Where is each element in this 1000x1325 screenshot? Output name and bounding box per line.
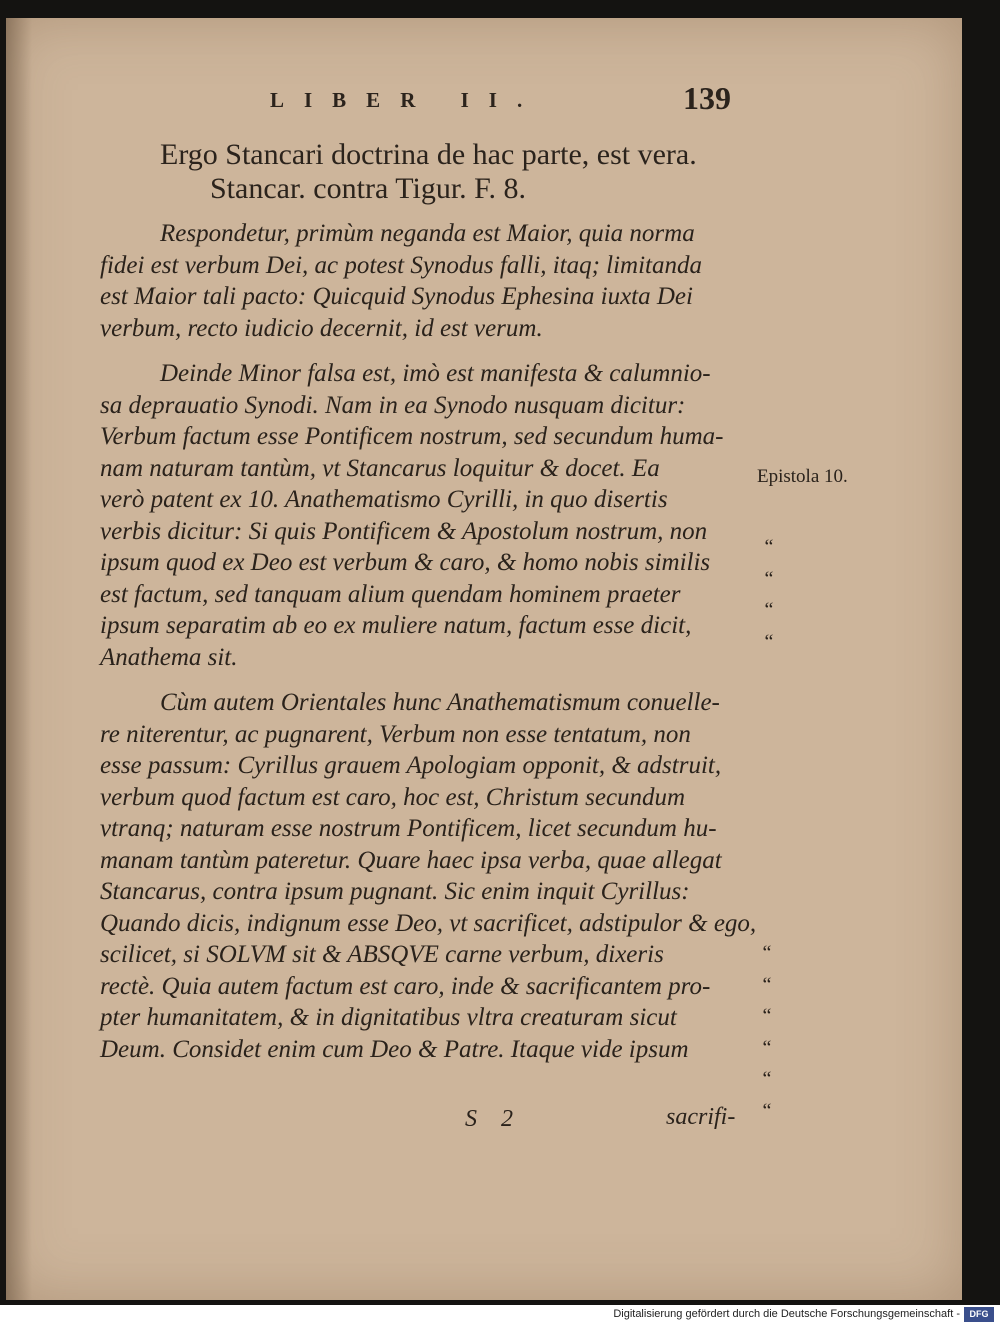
funding-credit: Digitalisierung gefördert durch die Deutsche Forschungsgemeinschaft - bbox=[613, 1308, 960, 1320]
text-line: Deum. Considet enim cum Deo & Patre. Itaque vide ipsum bbox=[100, 1035, 689, 1063]
conclusion-line: Ergo Stancari doctrina de hac parte, est vera. bbox=[160, 138, 697, 171]
text-line: verbum quod factum est caro, hoc est, Christum secundum bbox=[100, 783, 686, 811]
running-head: LIBER II. bbox=[270, 88, 543, 112]
quote-mark: “ bbox=[762, 1005, 772, 1027]
text-line: sa deprauatio Synodi. Nam in ea Synodo nusquam dicitur: bbox=[100, 391, 686, 419]
quotation-marks-column-2 bbox=[752, 938, 782, 1127]
text-line: ipsum quod ex Deo est verbum & caro, & homo nobis similis bbox=[100, 549, 711, 576]
text-line: Respondetur, primùm neganda est Maior, quia norma bbox=[160, 220, 695, 247]
signature-mark: S 2 bbox=[465, 1106, 513, 1132]
quote-mark: “ bbox=[762, 942, 772, 964]
text-line: Deinde Minor falsa est, imò est manifesta & calumnio- bbox=[160, 360, 711, 387]
text-line: nam naturam tantùm, vt Stancarus loquitur & docet. Ea bbox=[100, 454, 660, 482]
text-line: fidei est verbum Dei, ac potest Synodus falli, itaq; limitanda bbox=[100, 251, 703, 279]
paragraph-2 bbox=[100, 358, 760, 673]
text-line: pter humanitatem, & in dignitatibus vltra creaturam sicut bbox=[100, 1004, 677, 1031]
text-line: esse passum: Cyrillus grauem Apologiam opponit, & adstruit, bbox=[100, 752, 722, 779]
quote-mark: “ bbox=[764, 567, 774, 590]
text-line: verò patent ex 10. Anathematismo Cyrilli, in quo disertis bbox=[100, 486, 668, 513]
text-line: est factum, sed tanquam alium quendam hominem praeter bbox=[100, 580, 681, 608]
paragraph-3 bbox=[100, 687, 760, 1065]
text-line: ipsum separatim ab eo ex muliere natum, factum esse dicit, bbox=[100, 612, 692, 639]
text-line: Anathema sit. bbox=[100, 643, 238, 671]
margin-note: Epistola 10. bbox=[757, 466, 848, 487]
quote-mark: “ bbox=[762, 1036, 772, 1059]
page-gutter-shadow bbox=[6, 18, 32, 1300]
text-line: est Maior tali pacto: Quicquid Synodus Ephesina iuxta Dei bbox=[100, 283, 693, 310]
page-number: 139 bbox=[683, 80, 731, 116]
text-line: re niterentur, ac pugnarent, Verbum non esse tentatum, non bbox=[100, 720, 691, 748]
text-line: rectè. Quia autem factum est caro, inde & sacrificantem pro- bbox=[100, 972, 711, 1000]
quote-mark: “ bbox=[762, 1099, 772, 1122]
text-line: Cùm autem Orientales hunc Anathematismum conuelle- bbox=[160, 689, 720, 716]
text-line: verbum, recto iudicio decernit, id est verum. bbox=[100, 314, 543, 342]
conclusion-reference: Stancar. contra Tigur. F. 8. bbox=[210, 172, 526, 205]
body-text bbox=[100, 218, 760, 1065]
text-line: Stancarus, contra ipsum pugnant. Sic enim inquit Cyrillus: bbox=[100, 878, 690, 905]
text-line: Quando dicis, indignum esse Deo, vt sacrificet, adstipulor & ego, bbox=[100, 909, 757, 937]
conclusion-heading bbox=[160, 138, 697, 206]
dfg-logo: DFG bbox=[964, 1307, 994, 1322]
quote-mark: “ bbox=[762, 973, 772, 996]
text-line: verbis dicitur: Si quis Pontificem & Apostolum nostrum, non bbox=[100, 517, 708, 545]
quote-mark: “ bbox=[762, 1068, 772, 1090]
paragraph-1 bbox=[100, 218, 760, 344]
quote-mark: “ bbox=[764, 630, 774, 653]
quotation-marks-column bbox=[754, 532, 784, 658]
catchword: sacrifi- bbox=[666, 1104, 736, 1130]
text-line: Verbum factum esse Pontificem nostrum, sed secundum huma- bbox=[100, 423, 724, 450]
quote-mark: “ bbox=[764, 599, 774, 621]
text-line: scilicet, si SOLVM sit & ABSQVE carne verbum, dixeris bbox=[100, 941, 664, 968]
quote-mark: “ bbox=[764, 536, 774, 558]
text-line: manam tantùm pateretur. Quare haec ipsa verba, quae allegat bbox=[100, 846, 722, 874]
text-line: vtranq; naturam esse nostrum Pontificem, licet secundum hu- bbox=[100, 815, 717, 842]
